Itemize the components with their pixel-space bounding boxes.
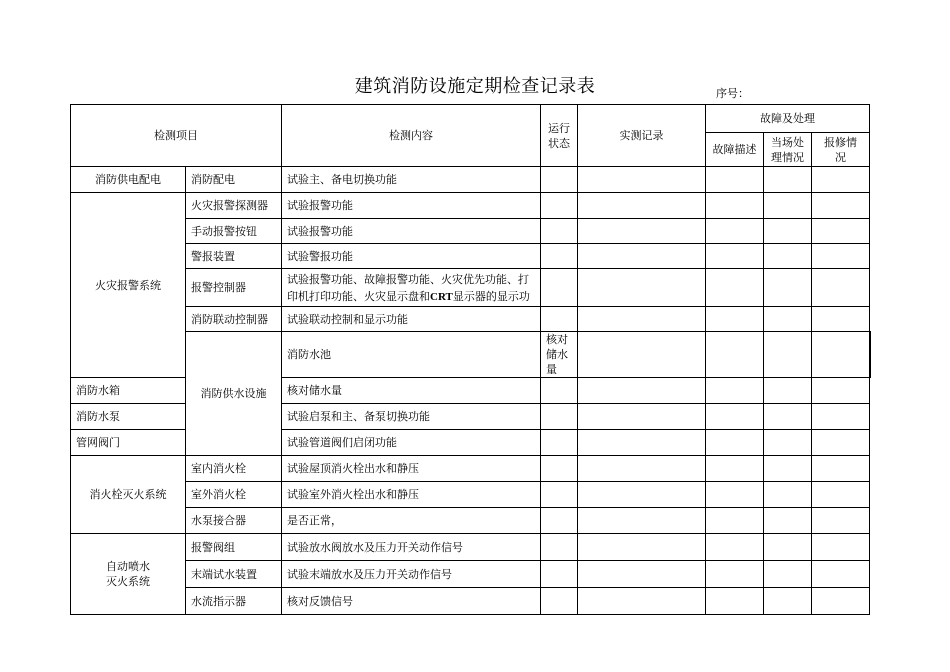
record-cell[interactable] bbox=[578, 193, 706, 219]
record-cell[interactable] bbox=[578, 508, 706, 534]
header-content: 检测内容 bbox=[282, 105, 541, 167]
table-row bbox=[71, 269, 871, 307]
header-item: 检测项目 bbox=[71, 105, 282, 167]
repair-cell[interactable] bbox=[812, 404, 870, 430]
onsite-cell[interactable] bbox=[764, 307, 812, 332]
item-content: 核对储水量 bbox=[282, 378, 541, 404]
status-cell[interactable] bbox=[541, 269, 578, 307]
table-row bbox=[71, 332, 871, 378]
group-sprinkler bbox=[71, 534, 186, 615]
fault-desc-cell[interactable] bbox=[706, 430, 764, 456]
item-name: 消防配电 bbox=[186, 167, 282, 193]
status-cell[interactable] bbox=[541, 244, 578, 269]
repair-cell[interactable] bbox=[812, 588, 870, 615]
onsite-cell[interactable] bbox=[764, 482, 812, 508]
item-content: 试验管道阀们启闭功能 bbox=[282, 430, 541, 456]
item-name: 火灾报警探测器 bbox=[186, 193, 282, 219]
item-name: 室内消火栓 bbox=[186, 456, 282, 482]
repair-cell[interactable] bbox=[812, 244, 870, 269]
fault-desc-cell[interactable] bbox=[706, 193, 764, 219]
item-content: 试验放水阀放水及压力开关动作信号 bbox=[282, 534, 541, 561]
repair-cell[interactable] bbox=[870, 332, 871, 378]
group-water-supply: 消防供水设施 bbox=[186, 332, 282, 456]
repair-cell[interactable] bbox=[812, 167, 870, 193]
item-name: 手动报警按钮 bbox=[186, 219, 282, 244]
item-content-crt: CRT bbox=[430, 291, 453, 303]
fault-desc-cell[interactable] bbox=[706, 219, 764, 244]
repair-cell[interactable] bbox=[812, 219, 870, 244]
item-content: 试验屋顶消火栓出水和静压 bbox=[282, 456, 541, 482]
record-cell[interactable] bbox=[578, 456, 706, 482]
item-content-text-b: 显示器的显示功 bbox=[452, 290, 530, 303]
item-content: 试验主、备电切换功能 bbox=[282, 167, 541, 193]
fault-desc-cell[interactable] bbox=[706, 269, 764, 307]
item-content: 是否正常， bbox=[282, 508, 541, 534]
repair-cell[interactable] bbox=[812, 561, 870, 588]
record-cell[interactable] bbox=[578, 588, 706, 615]
group-power-supply: 消防供电配电 bbox=[71, 167, 186, 193]
repair-cell[interactable] bbox=[812, 456, 870, 482]
repair-cell[interactable] bbox=[812, 307, 870, 332]
table-row bbox=[71, 456, 871, 482]
onsite-cell[interactable] bbox=[764, 378, 812, 404]
onsite-cell[interactable] bbox=[764, 193, 812, 219]
onsite-cell[interactable] bbox=[764, 561, 812, 588]
item-name: 警报装置 bbox=[186, 244, 282, 269]
record-cell[interactable] bbox=[578, 307, 706, 332]
fault-desc-cell[interactable] bbox=[706, 244, 764, 269]
header-onsite: 当场处理情况 bbox=[764, 133, 812, 167]
status-cell[interactable] bbox=[541, 561, 578, 588]
status-cell[interactable] bbox=[541, 588, 578, 615]
status-cell[interactable] bbox=[541, 307, 578, 332]
table-row bbox=[71, 561, 871, 588]
item-content: 核对反馈信号 bbox=[282, 588, 541, 615]
form-title: 建筑消防设施定期检查记录表 bbox=[354, 76, 596, 97]
onsite-cell[interactable] bbox=[764, 430, 812, 456]
table-row bbox=[71, 482, 871, 508]
fault-desc-cell[interactable] bbox=[706, 456, 764, 482]
record-cell[interactable] bbox=[578, 167, 706, 193]
repair-cell[interactable] bbox=[812, 378, 870, 404]
onsite-cell[interactable] bbox=[812, 332, 870, 378]
repair-cell[interactable] bbox=[812, 430, 870, 456]
group-fire-alarm: 火灾报警系统 bbox=[71, 193, 186, 378]
status-cell[interactable] bbox=[541, 219, 578, 244]
status-cell[interactable] bbox=[541, 430, 578, 456]
item-content: 核对储水量 bbox=[541, 332, 578, 378]
item-content bbox=[282, 269, 541, 307]
inspection-record-table bbox=[70, 104, 871, 615]
table-row bbox=[71, 193, 871, 219]
record-cell[interactable] bbox=[578, 430, 706, 456]
record-cell[interactable] bbox=[578, 534, 706, 561]
table-row bbox=[71, 588, 871, 615]
item-name: 报警控制器 bbox=[186, 269, 282, 307]
repair-cell[interactable] bbox=[812, 534, 870, 561]
status-cell[interactable] bbox=[541, 404, 578, 430]
item-name: 水流指示器 bbox=[186, 588, 282, 615]
status-cell[interactable] bbox=[578, 332, 706, 378]
table-row bbox=[71, 307, 871, 332]
header-row-1 bbox=[71, 105, 871, 133]
fault-desc-cell[interactable] bbox=[706, 588, 764, 615]
fault-desc-cell[interactable] bbox=[706, 378, 764, 404]
item-name: 管网阀门 bbox=[71, 430, 186, 456]
header-fault-desc: 故障描述 bbox=[706, 133, 764, 167]
onsite-cell[interactable] bbox=[764, 219, 812, 244]
item-name: 消防水池 bbox=[282, 332, 541, 378]
record-cell[interactable] bbox=[578, 561, 706, 588]
item-name: 室外消火栓 bbox=[186, 482, 282, 508]
onsite-cell[interactable] bbox=[764, 244, 812, 269]
item-content: 试验警报功能 bbox=[282, 244, 541, 269]
group-sprinkler-line1: 自动喷水 bbox=[106, 560, 150, 573]
status-cell[interactable] bbox=[541, 193, 578, 219]
table-row bbox=[71, 534, 871, 561]
repair-cell[interactable] bbox=[812, 193, 870, 219]
record-cell[interactable] bbox=[706, 332, 764, 378]
item-name: 水泵接合器 bbox=[186, 508, 282, 534]
onsite-cell[interactable] bbox=[764, 534, 812, 561]
item-name: 末端试水装置 bbox=[186, 561, 282, 588]
record-cell[interactable] bbox=[578, 482, 706, 508]
header-fault-group: 故障及处理 bbox=[706, 105, 870, 133]
record-cell[interactable] bbox=[578, 404, 706, 430]
item-name: 消防水箱 bbox=[71, 378, 186, 404]
item-content: 试验室外消火栓出水和静压 bbox=[282, 482, 541, 508]
item-content: 试验末端放水及压力开关动作信号 bbox=[282, 561, 541, 588]
item-content: 试验报警功能 bbox=[282, 193, 541, 219]
status-cell[interactable] bbox=[541, 534, 578, 561]
table-row bbox=[71, 508, 871, 534]
item-content-text-a: 试验报警功能、故障报警功能、火灾优先功能、打印机打印功能、火灾显示盘和 bbox=[287, 273, 529, 303]
item-name: 消防水泵 bbox=[71, 404, 186, 430]
serial-number-label: 序号： bbox=[716, 87, 749, 100]
table-row bbox=[71, 219, 871, 244]
record-cell[interactable] bbox=[578, 244, 706, 269]
status-cell[interactable] bbox=[541, 167, 578, 193]
table-row bbox=[71, 167, 871, 193]
status-cell[interactable] bbox=[541, 508, 578, 534]
fault-desc-cell[interactable] bbox=[706, 508, 764, 534]
fault-desc-cell[interactable] bbox=[706, 534, 764, 561]
fault-desc-cell[interactable] bbox=[706, 404, 764, 430]
onsite-cell[interactable] bbox=[764, 588, 812, 615]
header-repair: 报修情况 bbox=[812, 133, 870, 167]
header-record: 实测记录 bbox=[578, 105, 706, 167]
item-content: 试验报警功能 bbox=[282, 219, 541, 244]
group-sprinkler-line2: 灭火系统 bbox=[106, 575, 150, 588]
item-content: 试验启泵和主、备泵切换功能 bbox=[282, 404, 541, 430]
status-cell[interactable] bbox=[541, 378, 578, 404]
item-content: 试验联动控制和显示功能 bbox=[282, 307, 541, 332]
onsite-cell[interactable] bbox=[764, 167, 812, 193]
onsite-cell[interactable] bbox=[764, 269, 812, 307]
status-cell[interactable] bbox=[541, 456, 578, 482]
table-row bbox=[71, 244, 871, 269]
record-cell[interactable] bbox=[578, 269, 706, 307]
fault-desc-cell[interactable] bbox=[764, 332, 812, 378]
repair-cell[interactable] bbox=[812, 482, 870, 508]
item-name: 消防联动控制器 bbox=[186, 307, 282, 332]
fault-desc-cell[interactable] bbox=[706, 482, 764, 508]
fault-desc-cell[interactable] bbox=[706, 307, 764, 332]
group-hydrant: 消火栓灭火系统 bbox=[71, 456, 186, 534]
onsite-cell[interactable] bbox=[764, 456, 812, 482]
record-cell[interactable] bbox=[578, 378, 706, 404]
record-cell[interactable] bbox=[578, 219, 706, 244]
repair-cell[interactable] bbox=[812, 508, 870, 534]
onsite-cell[interactable] bbox=[764, 404, 812, 430]
onsite-cell[interactable] bbox=[764, 508, 812, 534]
header-status: 运行状态 bbox=[541, 105, 578, 167]
item-name: 报警阀组 bbox=[186, 534, 282, 561]
fault-desc-cell[interactable] bbox=[706, 561, 764, 588]
fault-desc-cell[interactable] bbox=[706, 167, 764, 193]
status-cell[interactable] bbox=[541, 482, 578, 508]
repair-cell[interactable] bbox=[812, 269, 870, 307]
